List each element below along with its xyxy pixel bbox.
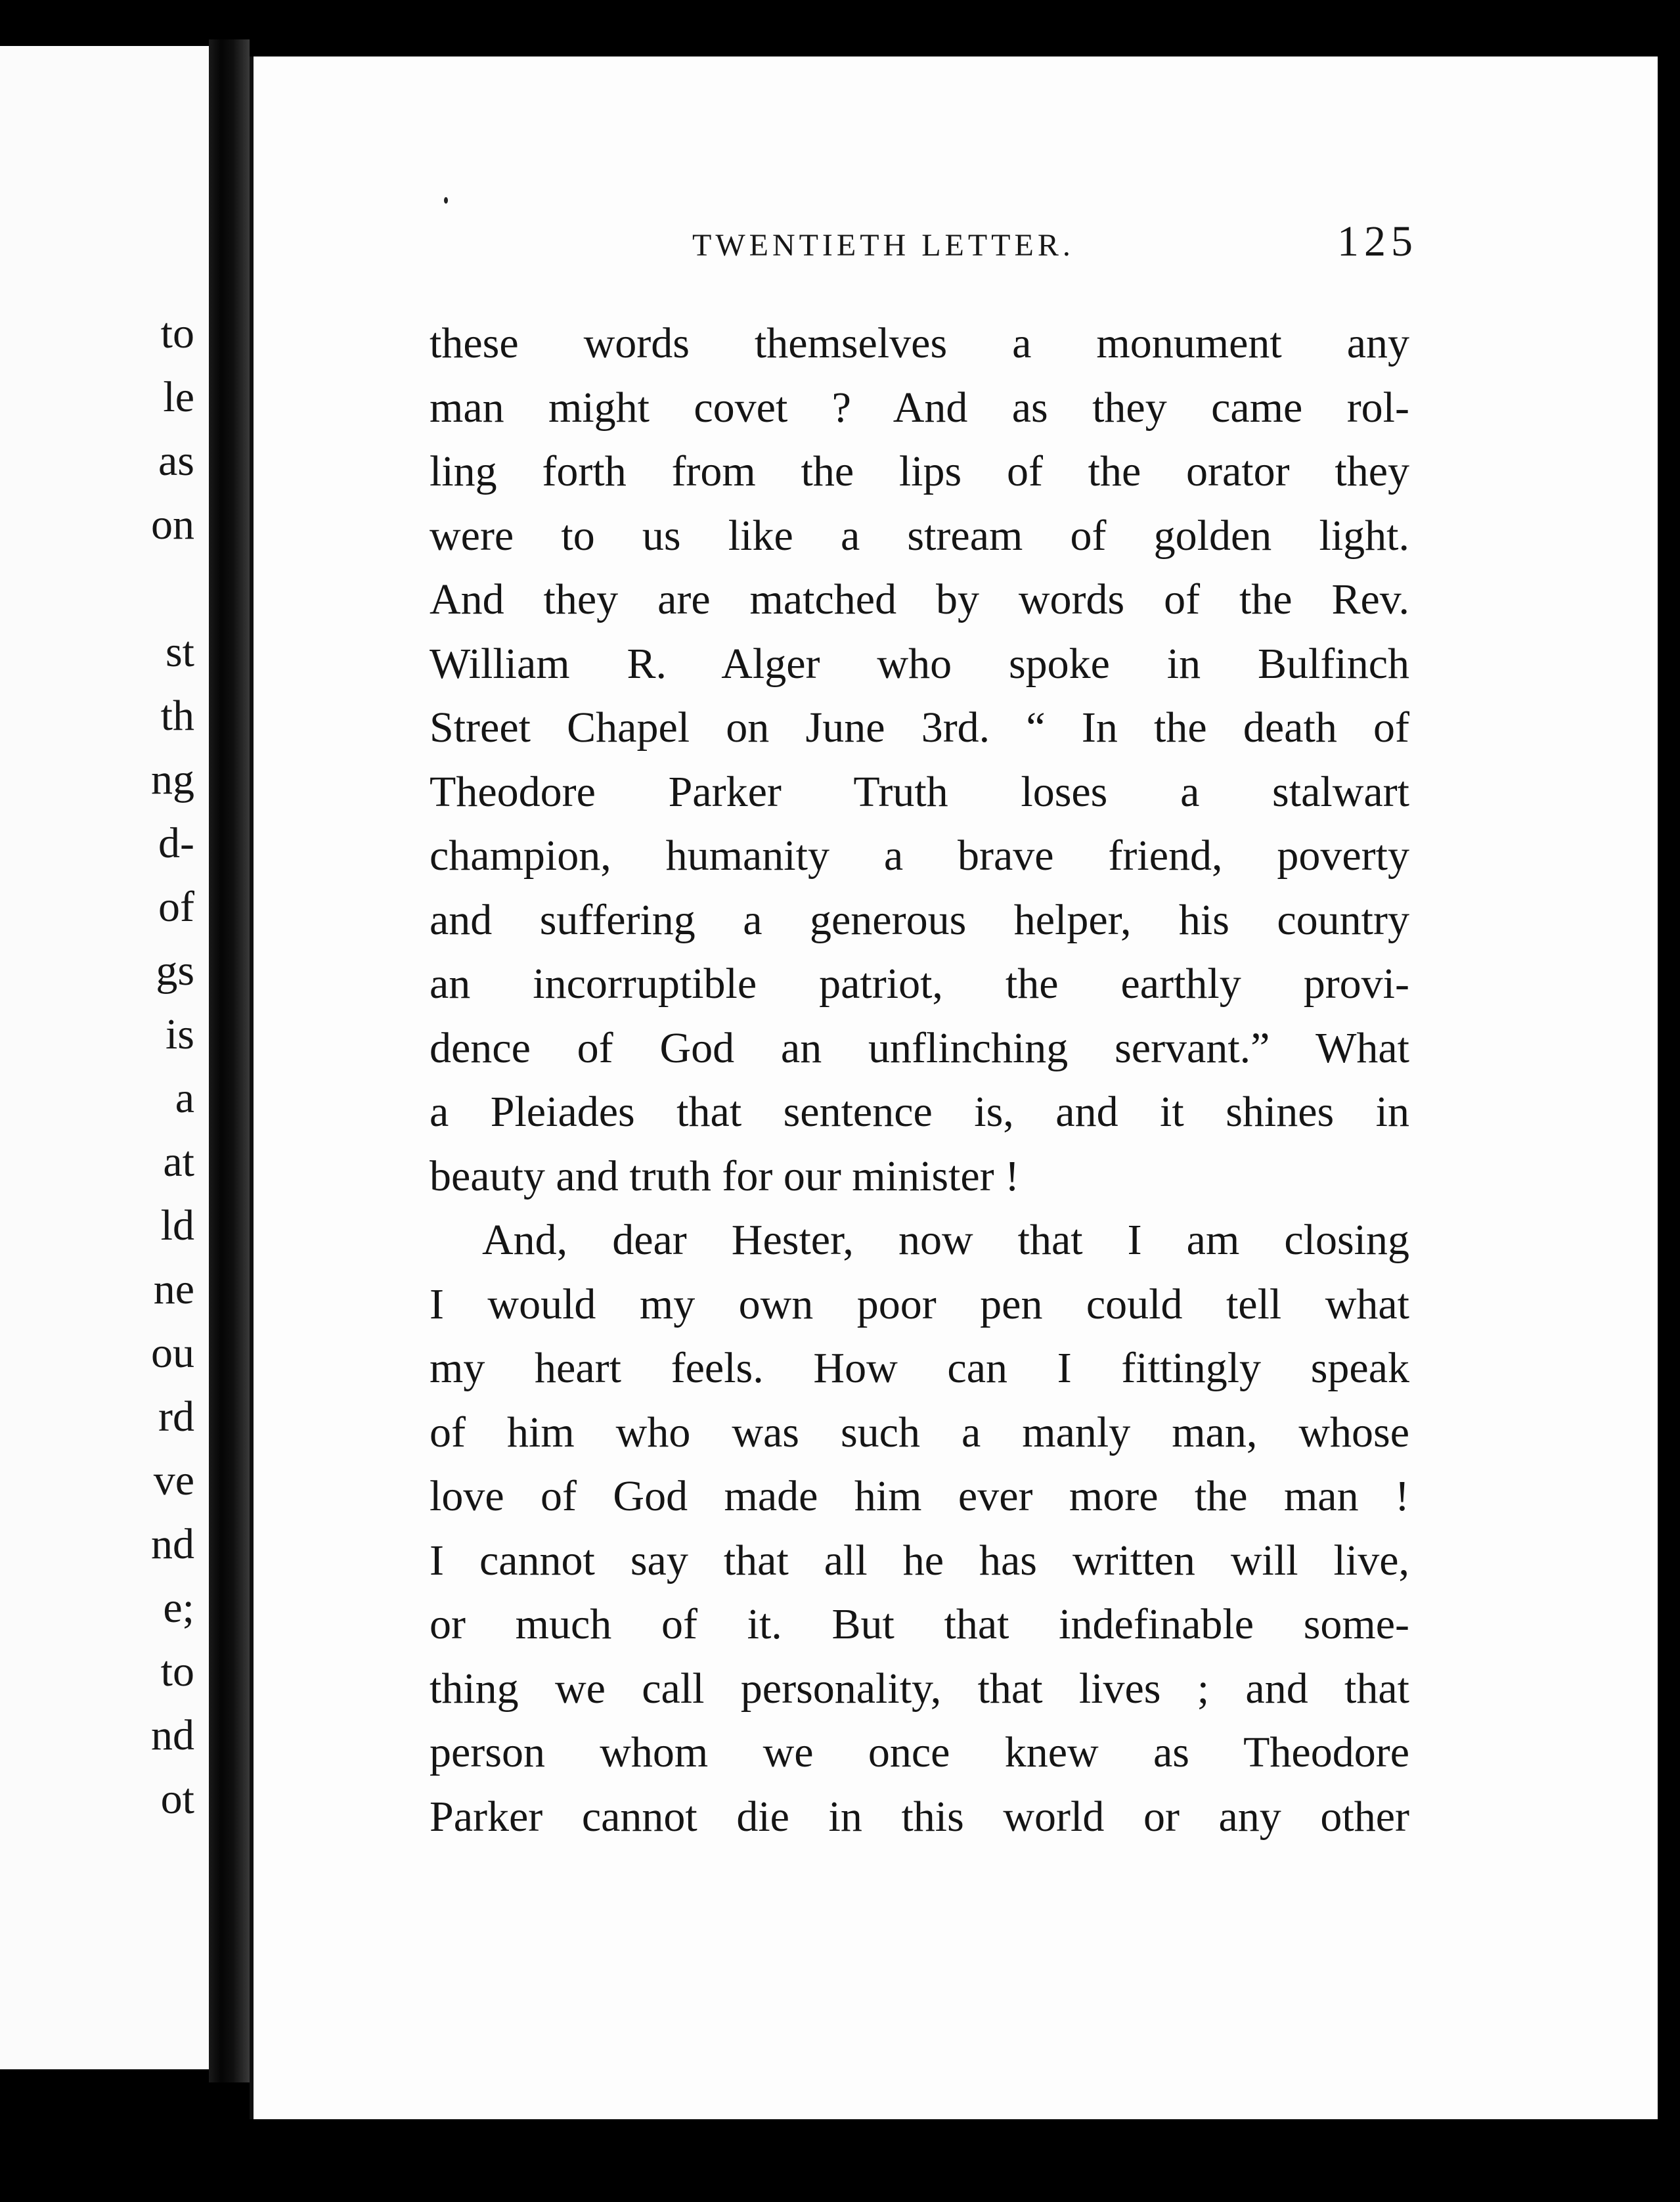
- text-line: these words themselves a monument any: [430, 319, 1409, 367]
- text-line: of him who was such a manly man, whose: [430, 1408, 1409, 1456]
- text-line: person whom we once knew as Theodore: [430, 1728, 1409, 1776]
- facing-page-fragment: ou: [151, 1329, 194, 1377]
- paragraph: [430, 1208, 1409, 1849]
- running-head-title: TWENTIETH LETTER.: [692, 228, 1074, 263]
- text-line: And, dear Hester, now that I am closing: [482, 1216, 1409, 1264]
- paragraph: [430, 311, 1409, 1208]
- text-line: beauty and truth for our minister !: [430, 1152, 1020, 1200]
- page-number: 125: [1337, 217, 1418, 265]
- text-line: Theodore Parker Truth loses a stalwart: [430, 767, 1409, 816]
- facing-page-fragment: as: [158, 437, 194, 485]
- facing-page-fragment: d-: [158, 819, 194, 867]
- text-line: ling forth from the lips of the orator they: [430, 447, 1409, 495]
- facing-page-fragment: le: [163, 373, 194, 421]
- text-line: Street Chapel on June 3rd. “ In the death of: [430, 704, 1409, 752]
- facing-page-fragment: ot: [160, 1775, 194, 1823]
- facing-page-fragment: rd: [158, 1393, 194, 1441]
- facing-page-fragment: to: [160, 309, 194, 357]
- text-line: an incorruptible patriot, the earthly provi-: [430, 960, 1409, 1008]
- facing-page: [0, 46, 209, 2069]
- facing-page-fragment: ne: [153, 1265, 194, 1313]
- text-line: champion, humanity a brave friend, poverty: [430, 832, 1409, 880]
- facing-page-fragment: of: [158, 883, 194, 931]
- facing-page-fragment: e;: [163, 1584, 194, 1632]
- text-line: man might covet ? And as they came rol-: [430, 383, 1409, 432]
- book-page: [250, 56, 1658, 2119]
- facing-page-fragment: a: [175, 1074, 194, 1122]
- text-line: dence of God an unflinching servant.” What: [430, 1023, 1409, 1072]
- facing-page-fragment: to: [160, 1648, 194, 1696]
- text-line: Parker cannot die in this world or any other: [430, 1792, 1409, 1841]
- body-text: [430, 311, 1409, 1849]
- facing-page-fragment: ld: [160, 1202, 194, 1249]
- text-line: thing we call personality, that lives ; and that: [430, 1664, 1409, 1713]
- facing-page-fragment: is: [165, 1010, 194, 1058]
- text-line: William R. Alger who spoke in Bulfinch: [430, 639, 1409, 688]
- text-line: were to us like a stream of golden light.: [430, 511, 1409, 560]
- facing-page-fragment: on: [151, 501, 194, 549]
- facing-page-fragment: at: [163, 1138, 194, 1186]
- text-line: I cannot say that all he has written will live,: [430, 1536, 1409, 1584]
- text-line: my heart feels. How can I fittingly speak: [430, 1344, 1409, 1392]
- facing-page-fragment: ve: [153, 1456, 194, 1504]
- text-line: I would my own poor pen could tell what: [430, 1280, 1409, 1328]
- facing-page-fragment: gs: [156, 947, 194, 995]
- text-line: love of God made him ever more the man !: [430, 1472, 1409, 1520]
- text-line: and suffering a generous helper, his country: [430, 895, 1409, 944]
- facing-page-fragment: nd: [151, 1711, 194, 1759]
- text-line: or much of it. But that indefinable some-: [430, 1600, 1409, 1648]
- facing-page-fragment: ng: [151, 755, 194, 803]
- text-line: And they are matched by words of the Rev.: [430, 575, 1409, 623]
- running-head: [254, 210, 1658, 282]
- ink-speck: [444, 197, 448, 204]
- text-line: a Pleiades that sentence is, and it shines in: [430, 1088, 1409, 1136]
- book-gutter: [209, 39, 250, 2082]
- facing-page-fragment: th: [160, 692, 194, 740]
- facing-page-fragment: st: [165, 628, 194, 676]
- facing-page-fragment: nd: [151, 1520, 194, 1568]
